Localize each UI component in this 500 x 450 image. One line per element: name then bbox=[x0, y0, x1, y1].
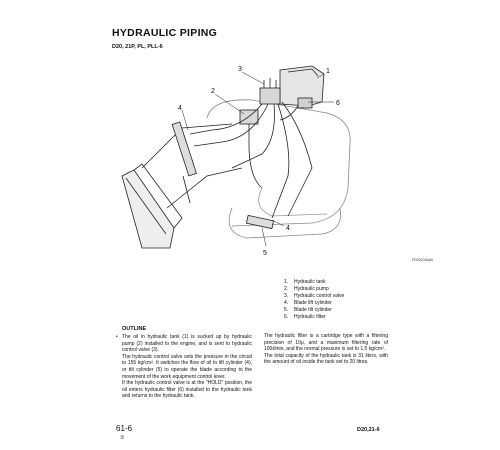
tilt-cylinder bbox=[246, 215, 273, 228]
page-subtitle: D20, 21P, PL, PLL-6 bbox=[112, 44, 163, 50]
hydraulic-piping-diagram bbox=[112, 58, 372, 258]
outline-column-right bbox=[264, 333, 388, 366]
callout-2: 2 bbox=[211, 88, 215, 95]
hydraulic-pump bbox=[240, 110, 258, 124]
control-valve bbox=[260, 78, 280, 104]
outline-paragraph-3: If the hydraulic control valve is at the "HOLD" position, the oil enters hydraulic filter (6) installed to the hydraulic tank and returns to the hydraulic tank. bbox=[122, 380, 252, 400]
legend-item: 4. Blade lift cylinder bbox=[284, 300, 332, 306]
callout-6: 6 bbox=[336, 100, 340, 107]
hydraulic-filter bbox=[298, 98, 312, 108]
outline-paragraph-1: The oil in hydraulic tank (1) is sucked up by hydraulic pump (2) installed to the engine, and is sent to hydraulic control valve (3). bbox=[122, 334, 252, 354]
outline-paragraph-4: The hydraulic filter is a cartridge type with a filtering precision of 10μ, and a maximum filtering rate of 100ℓ/min, and the normal pressure is set to 1.5 kg/cm². bbox=[264, 333, 388, 353]
legend-item: 2. Hydraulic pump bbox=[284, 286, 329, 292]
revision-mark: ① bbox=[120, 435, 125, 441]
callout-1: 1 bbox=[326, 68, 330, 75]
outline-paragraph-5: The total capacity of the hydraulic tank is 31 liters, with the amount of oil inside the tank set to 20 litres. bbox=[264, 352, 388, 366]
callout-4: 4 bbox=[178, 105, 182, 112]
legend-item: 3. Hydraulic control valve bbox=[284, 293, 345, 299]
outline-paragraph-2: The hydraulic control valve sets the pressure in the circuit to 155 kg/cm². It switches the flow of oil to lift cylinder (4), or tilt cylinder (5) to operate the blade according to the movement of the work equipment control lever. bbox=[122, 353, 252, 380]
page-number: 61-6 bbox=[116, 424, 133, 433]
figure-code: FD0010A0A0 bbox=[412, 258, 434, 262]
legend-item: 6. Hydraulic filter bbox=[284, 314, 326, 320]
legend-item: 1. Hydraulic tank bbox=[284, 279, 326, 285]
outline-column-left bbox=[116, 334, 252, 400]
callout-3: 3 bbox=[238, 66, 242, 73]
parts-legend bbox=[284, 279, 344, 321]
outline-heading: OUTLINE bbox=[122, 326, 147, 332]
legend-item: 5. Blade tilt cylinder bbox=[284, 307, 332, 313]
callout-5: 5 bbox=[263, 250, 267, 257]
page-title: HYDRAULIC PIPING bbox=[112, 27, 218, 39]
model-number: D20,21-6 bbox=[357, 427, 380, 433]
bullet-marker: • bbox=[116, 334, 118, 340]
lift-cylinder bbox=[172, 122, 196, 203]
callout-4b: 4 bbox=[286, 225, 290, 232]
